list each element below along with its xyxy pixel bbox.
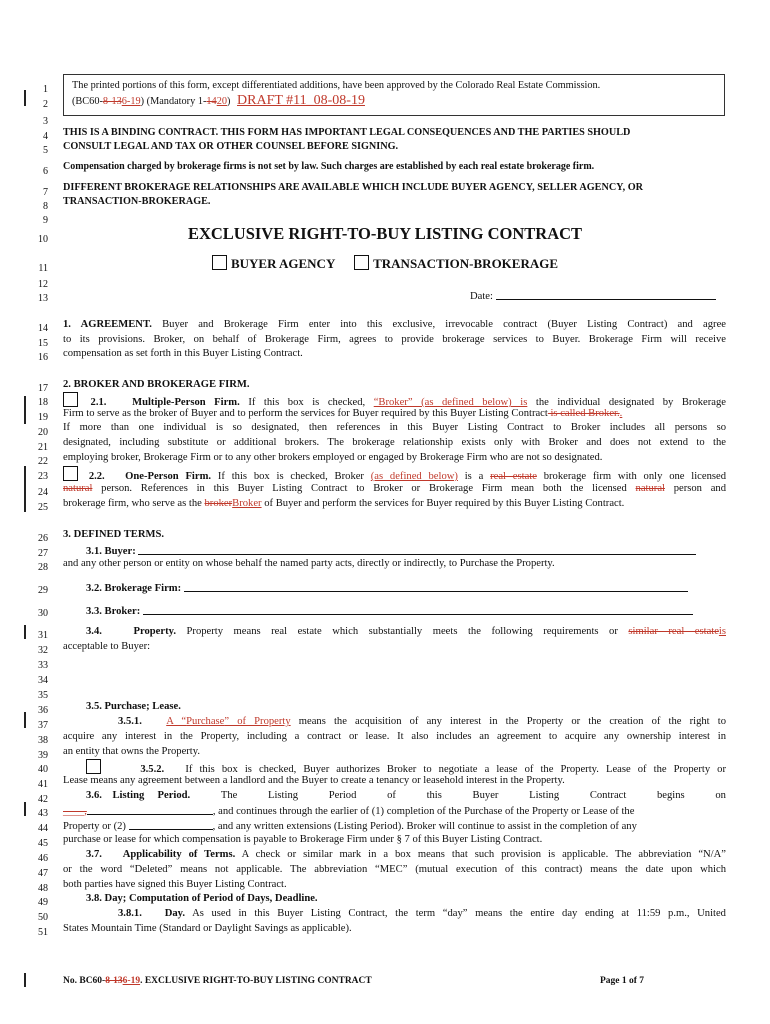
line-number: 49: [38, 897, 48, 908]
listing-period-line-43: [63, 803, 726, 819]
deleted-text: is called Broker.: [547, 408, 620, 419]
day-computation-heading: 3.8. Day; Computation of Period of Days, Deadline.: [86, 893, 318, 904]
text: person and: [673, 483, 726, 494]
lp-word: begins: [656, 790, 685, 801]
buyer-agency-checkbox[interactable]: [212, 255, 227, 270]
binding-warning-2: CONSULT LEGAL AND TAX OR OTHER COUNSEL BEFORE SIGNING.: [63, 141, 399, 152]
text: If this box is checked, Broker: [217, 471, 364, 482]
line-number: 45: [38, 838, 48, 849]
agreement-line-14: [63, 318, 726, 332]
transaction-brokerage-checkbox[interactable]: [354, 255, 369, 270]
change-bar: [24, 90, 26, 106]
inserted-text: ” of Property: [224, 716, 291, 727]
listing-period-heading: 3.6. Listing Period.: [86, 790, 191, 801]
text: person. References in this Buyer Listing Contract to Broker or Brokerage Firm mean both the licensed: [101, 483, 627, 494]
day-line-51: States Mountain Time (Standard or Daylight Savings as applicable).: [63, 923, 352, 934]
text: means the acquisition of any interest in the Property or the creation of the right to: [298, 716, 726, 727]
brokerage-firm-field[interactable]: [184, 580, 688, 592]
s2-line-19: [63, 407, 726, 421]
num: 3.7.: [86, 849, 102, 860]
line-number: 13: [38, 293, 48, 304]
heading: Applicability of Terms.: [122, 849, 236, 860]
line-number: 15: [38, 338, 48, 349]
line-number: 25: [38, 502, 48, 513]
lp-word: Listing: [529, 790, 560, 801]
listing-start-field[interactable]: [87, 803, 213, 815]
line-number: 43: [38, 808, 48, 819]
line-number: 21: [38, 442, 48, 453]
heading: Day.: [164, 908, 186, 919]
lp-word: Buyer: [472, 790, 499, 801]
deleted-text: 14: [206, 96, 217, 107]
brokerage-firm-label: 3.2. Brokerage Firm:: [86, 583, 182, 594]
line-number: 30: [38, 608, 48, 619]
text: No. BC60-: [63, 976, 106, 986]
line-number: 38: [38, 735, 48, 746]
heading: Multiple-Person Firm.: [132, 397, 240, 408]
paren: ): [227, 96, 231, 107]
line-number: 22: [38, 456, 48, 467]
buyer-label: 3.1. Buyer:: [86, 546, 136, 557]
line-number: 39: [38, 750, 48, 761]
mandatory-date: ) (Mandatory 1-: [140, 96, 207, 107]
section-1-heading: 1. AGREEMENT.: [63, 319, 152, 330]
notice-line-2: [72, 94, 726, 109]
line-number: 5: [43, 145, 48, 156]
compensation-notice: Compensation charged by brokerage firms is not set by law. Such charges are established by each real estate brokerage firm.: [63, 161, 595, 172]
property-requirements-area[interactable]: [63, 656, 726, 698]
text: the individual designated by Brokerage: [535, 397, 726, 408]
line-number: 36: [38, 705, 48, 716]
lease-checkbox[interactable]: [86, 759, 101, 774]
heading: Property.: [133, 626, 176, 637]
line-number: 4: [43, 131, 48, 142]
line-number: 11: [38, 263, 48, 274]
text: Firm to serve as the broker of Buyer and to perform the services for Buyer required by this Buyer Listing Contract: [63, 408, 548, 419]
line-number: 23: [38, 471, 48, 482]
listing-period-line-44: [63, 818, 726, 834]
line-number: 14: [38, 323, 48, 334]
line-number: 40: [38, 764, 48, 775]
one-person-firm-checkbox[interactable]: [63, 466, 78, 481]
day-line-50: [118, 907, 726, 921]
line-number: 2: [43, 99, 48, 110]
relationships-notice-1: DIFFERENT BROKERAGE RELATIONSHIPS ARE AVAILABLE WHICH INCLUDE BUYER AGENCY, SELLER AGENCY, OR: [63, 182, 643, 193]
line-number: 47: [38, 868, 48, 879]
lp-word: this: [426, 790, 442, 801]
applicability-line-46: [86, 848, 726, 862]
line-number: 19: [38, 412, 48, 423]
heading: One-Person Firm.: [125, 471, 212, 482]
line-number: 29: [38, 585, 48, 596]
change-bar: [24, 802, 26, 816]
purchase-line-39: an entity that owns the Property.: [63, 746, 201, 757]
change-bar: [24, 973, 26, 987]
line-number: 44: [38, 823, 48, 834]
draft-label: DRAFT #11_08-08-19: [237, 93, 365, 108]
date-label: Date:: [470, 291, 493, 302]
num: 3.8.1.: [118, 908, 142, 919]
applicability-line-47: or the word “Deleted” means not applicable. The abbreviation “MEC” (mutual execution of this contract) means the date upon which: [63, 864, 726, 875]
s2-line-24: [63, 482, 726, 496]
date-field[interactable]: [496, 288, 716, 300]
transaction-brokerage-label: TRANSACTION-BROKERAGE: [373, 256, 559, 271]
lp-word: of: [387, 790, 396, 801]
line-number: 17: [38, 383, 48, 394]
deleted-text: similar real estate: [628, 626, 719, 637]
binding-warning-1: THIS IS A BINDING CONTRACT. THIS FORM HAS IMPORTANT LEGAL CONSEQUENCES AND THE PARTIES SHOULD: [63, 127, 631, 138]
agency-selection: [0, 255, 770, 272]
line-number: 50: [38, 912, 48, 923]
line-number: 35: [38, 690, 48, 701]
line-number: 32: [38, 645, 48, 656]
text: Property means real estate which substantially meets the following requirements or: [186, 626, 618, 637]
line-number: 34: [38, 675, 48, 686]
text: , and any written extensions (Listing Period). Broker will continue to assist in the completion of any: [212, 821, 637, 832]
page-number: Page 1 of 7: [600, 976, 645, 986]
contract-title: EXCLUSIVE RIGHT-TO-BUY LISTING CONTRACT: [187, 224, 583, 243]
num: 2.2.: [88, 471, 105, 482]
line-number: 48: [38, 883, 48, 894]
line-number: 6: [43, 166, 48, 177]
line-number: 18: [38, 397, 48, 408]
brokerage-firm-row: [86, 580, 726, 596]
relationships-notice-2: TRANSACTION-BROKERAGE.: [63, 196, 211, 207]
buyer-field[interactable]: [138, 543, 696, 555]
form-number-prefix: (BC60-: [72, 96, 103, 107]
line-number: 1: [43, 84, 48, 95]
purchase-line-38: acquire any interest in the Property, including a contract or lease. It also includes an agreement to acquire any ownership interest in: [63, 731, 726, 742]
buyer-agency-label: BUYER AGENCY: [230, 256, 335, 271]
change-bar: [24, 466, 26, 512]
line-number: 33: [38, 660, 48, 671]
line-number: 3: [43, 116, 48, 127]
section-3-heading: 3. DEFINED TERMS.: [63, 529, 165, 540]
line-number: 12: [38, 279, 48, 290]
num: 3.5.2.: [140, 764, 165, 775]
notice-line-1: The printed portions of this form, except differentiated additions, have been approved by the Colorado Real Estate Commission.: [72, 80, 601, 91]
s2-line-22: employing broker, Brokerage Firm or to any other brokers employed or engaged by Brokerage Firm who are not so designated.: [63, 452, 603, 463]
text: of Buyer and perform the services for Buyer required by this Buyer Listing Contract.: [264, 498, 625, 509]
listing-period-line-45: purchase or lease for which compensation is payable to Brokerage Firm under § 7 of this Buyer Listing Contract.: [63, 834, 543, 845]
line-number: 20: [38, 427, 48, 438]
change-bar: [24, 396, 26, 424]
deleted-text: 8-13: [105, 976, 123, 986]
s2-line-21: designated, including substitute or additional brokers. The brokerage relationship exists only with Broker and does not extend to the: [63, 437, 726, 448]
inserted-text: “Broker” (as defined below) is: [373, 397, 528, 408]
inserted-text: Broker: [232, 498, 262, 509]
agreement-line-16: compensation as set forth in this Buyer Listing Contract.: [63, 348, 303, 359]
buyer-cont: and any other person or entity on whose behalf the named party acts, directly or indirectly, to Purchase the Property.: [63, 558, 555, 569]
line-number: 28: [38, 562, 48, 573]
broker-row: [86, 603, 726, 619]
date-row: [470, 288, 726, 304]
text: If this box is checked,: [248, 397, 366, 408]
change-bar: [24, 625, 26, 639]
property-line-31: [86, 625, 726, 639]
s2-line-20: If more than one individual is so designated, then references in this Buyer Listing Contract to Broker includes all persons so: [63, 422, 726, 433]
line-number: 37: [38, 720, 48, 731]
agreement-line-15: to its provisions. Broker, on behalf of Brokerage Firm, agrees to provide brokerage services to Buyer. Brokerage Firm will receive: [63, 334, 726, 345]
multiple-person-firm-checkbox[interactable]: [63, 392, 78, 407]
line-number: 9: [43, 215, 48, 226]
line-number: 31: [38, 630, 48, 641]
purchase-lease-heading: 3.5. Purchase; Lease.: [86, 701, 181, 712]
text: Property or (2): [63, 821, 126, 832]
lp-word: Contract: [589, 790, 627, 801]
lp-word: Listing: [268, 790, 299, 801]
text: is a: [464, 471, 484, 482]
line-number: 41: [38, 779, 48, 790]
line-number: 51: [38, 927, 48, 938]
num: 3.5.1.: [118, 716, 142, 727]
property-line-32: acceptable to Buyer:: [63, 641, 151, 652]
applicability-line-48: both parties have signed this Buyer Listing Contract.: [63, 879, 287, 890]
line-number: 7: [43, 187, 48, 198]
lease-line-41: Lease means any agreement between a landlord and the Buyer to create a tenancy or leasehold interest in the Property.: [63, 775, 565, 786]
text: As used in this Buyer Listing Contract, the term “day” means the entire day ending at 11:59 p.m., United: [192, 908, 726, 919]
num: 2.1.: [90, 397, 107, 408]
broker-label: 3.3. Broker:: [86, 606, 141, 617]
line-number: 24: [38, 487, 48, 498]
text: brokerage firm, who serve as the: [63, 498, 202, 509]
inserted-text: 6-19: [121, 96, 141, 107]
text: If this box is checked, Buyer authorizes Broker to negotiate a lease of the Property. Lease of the Property or: [185, 764, 726, 775]
line-number: 42: [38, 794, 48, 805]
text: , and continues through the earlier of (1) completion of the Purchase of the Property or Lease of the: [212, 806, 635, 817]
deleted-text: natural: [635, 483, 665, 494]
change-bar: [24, 712, 26, 728]
lp-word: The: [220, 790, 238, 801]
inserted-text: .: [619, 408, 623, 419]
lp-word: Period: [328, 790, 357, 801]
section-2-heading: 2. BROKER AND BROKERAGE FIRM.: [63, 379, 250, 390]
broker-field[interactable]: [143, 603, 693, 615]
text: brokerage firm with only one licensed: [543, 471, 727, 482]
inserted-text: 6-19: [122, 976, 141, 986]
purchase-line-37: [118, 715, 726, 729]
text: Purchase: [186, 716, 225, 727]
listing-end-field[interactable]: [129, 818, 213, 830]
text: . EXCLUSIVE RIGHT-TO-BUY LISTING CONTRACT: [140, 976, 372, 986]
line-number: 27: [38, 548, 48, 559]
line-number: 8: [43, 201, 48, 212]
inserted-text: A “: [166, 716, 187, 727]
line-number: 46: [38, 853, 48, 864]
num: 3.4.: [86, 626, 102, 637]
inserted-text: (as defined below): [370, 471, 458, 482]
deleted-text: 8-13: [102, 96, 122, 107]
text: Buyer and Brokerage Firm enter into this exclusive, irrevocable contract (Buyer Listing Contract) and agree: [162, 319, 726, 330]
inserted-text: is: [718, 626, 726, 637]
text: A check or similar mark in a box means that such provision is applicable. The abbreviation “N/A”: [241, 849, 726, 860]
deleted-text: natural: [63, 483, 93, 494]
line-number: 26: [38, 533, 48, 544]
deleted-text: broker: [204, 498, 233, 509]
inserted-text: 20: [216, 96, 227, 107]
line-number: 10: [38, 234, 48, 245]
s2-line-25: [63, 497, 726, 511]
deleted-text: ____,: [63, 806, 87, 817]
lp-word: on: [715, 790, 726, 801]
line-number: 16: [38, 352, 48, 363]
listing-period-line-42: [86, 789, 726, 803]
deleted-text: real estate: [490, 471, 537, 482]
